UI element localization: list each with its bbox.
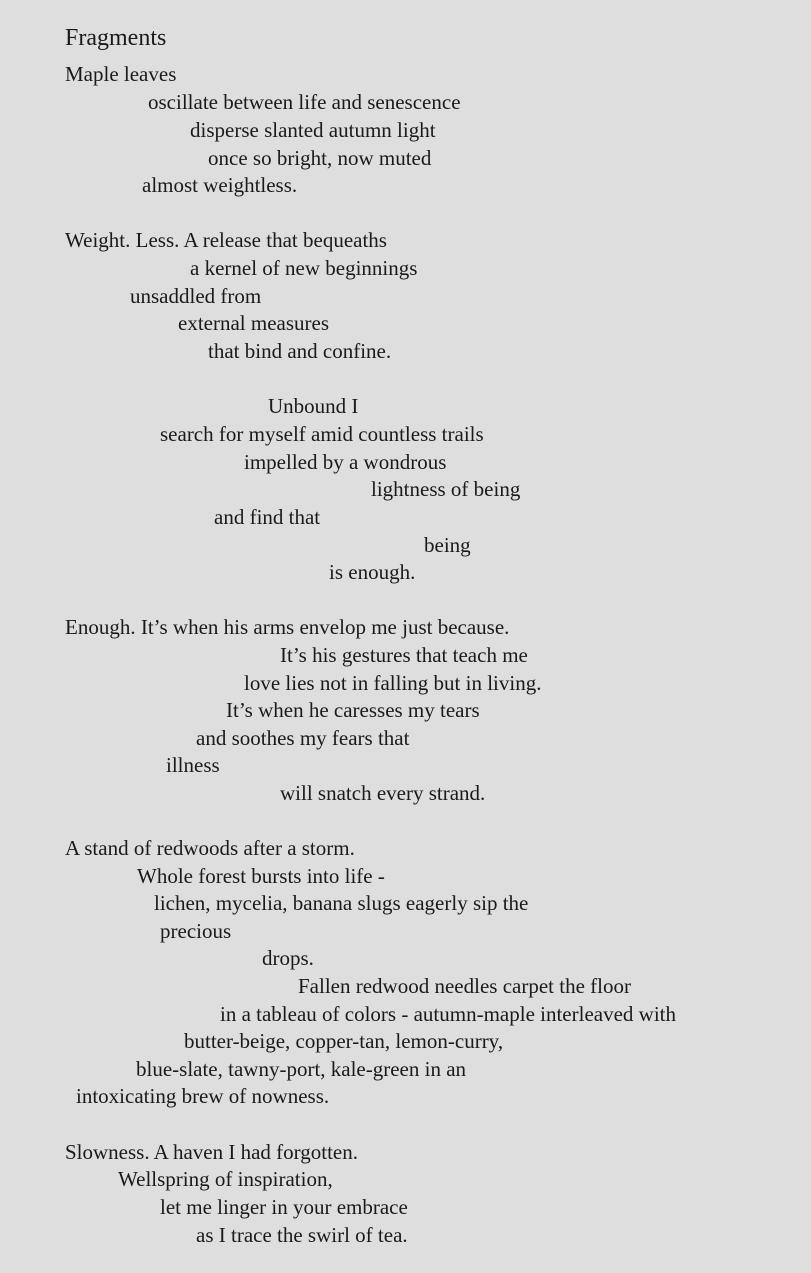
poem-line: as I trace the swirl of tea. xyxy=(196,1223,408,1247)
poem-line: is enough. xyxy=(329,560,416,584)
poem-line: Whole forest bursts into life - xyxy=(137,864,385,888)
poem-line: lichen, mycelia, banana slugs eagerly sip the xyxy=(154,891,529,915)
poem-line: external measures xyxy=(178,311,330,335)
poem-line: Enough. It’s when his arms envelop me just because. xyxy=(65,615,510,639)
poem-line: will snatch every strand. xyxy=(280,781,486,805)
poem-line: that bind and confine. xyxy=(208,339,392,363)
poem-line: Weight. Less. A release that bequeaths xyxy=(65,228,387,252)
poem-line: Wellspring of inspiration, xyxy=(118,1167,333,1191)
poem-line: being xyxy=(424,533,471,557)
poem-line: search for myself amid countless trails xyxy=(160,422,484,446)
poem-line: lightness of being xyxy=(371,477,521,501)
poem-line: once so bright, now muted xyxy=(208,146,432,170)
poem-line: drops. xyxy=(262,946,314,970)
poem-line: almost weightless. xyxy=(142,173,298,197)
poem-line: oscillate between life and senescence xyxy=(148,90,461,114)
poem-line: let me linger in your embrace xyxy=(160,1195,408,1219)
poem-line: in a tableau of colors - autumn-maple interleaved with xyxy=(220,1002,677,1026)
poem-line: butter-beige, copper-tan, lemon-curry, xyxy=(184,1029,504,1053)
poem-line: and find that xyxy=(214,505,321,529)
poem-line: A stand of redwoods after a storm. xyxy=(65,836,355,860)
poem-line: Fallen redwood needles carpet the floor xyxy=(298,974,631,998)
poem-line: Slowness. A haven I had forgotten. xyxy=(65,1140,358,1164)
poem-line: impelled by a wondrous xyxy=(244,450,447,474)
poem-line: love lies not in falling but in living. xyxy=(244,671,542,695)
poem-line: a kernel of new beginnings xyxy=(190,256,418,280)
poem-line: precious xyxy=(160,919,232,943)
poem-line: disperse slanted autumn light xyxy=(190,118,436,142)
poem-line: It’s when he caresses my tears xyxy=(226,698,480,722)
poem-line: intoxicating brew of nowness. xyxy=(76,1084,330,1108)
poem-line: It’s his gestures that teach me xyxy=(280,643,528,667)
poem-line: and soothes my fears that xyxy=(196,726,410,750)
poem-line: unsaddled from xyxy=(130,284,262,308)
poem-line: Unbound I xyxy=(268,394,359,418)
poem-line: blue-slate, tawny-port, kale-green in an xyxy=(136,1057,467,1081)
poem-title: Fragments xyxy=(65,25,167,51)
poem-line: illness xyxy=(166,753,220,777)
poem-line: Maple leaves xyxy=(65,62,177,86)
